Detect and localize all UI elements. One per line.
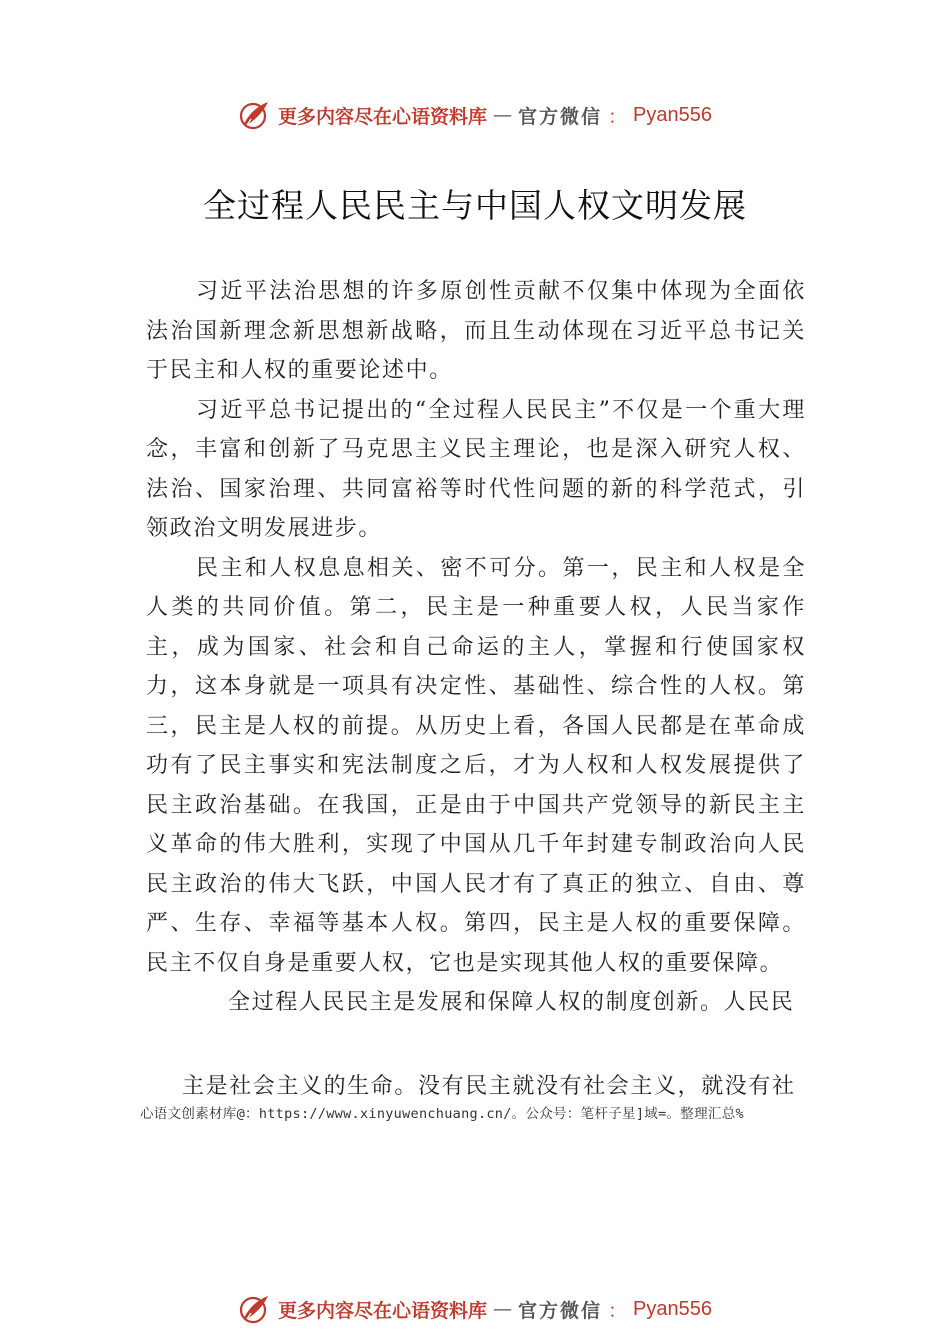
footer-banner [0, 1289, 950, 1329]
banner-separator: ： [608, 105, 628, 128]
banner-library-text: 更多内容尽在心语资料库 [277, 105, 487, 128]
banner-wechat-label: 官方微信 [518, 1299, 603, 1322]
paragraph-4-continued: 主是社会主义的生命。没有民主就没有社会主义，就没有社 [182, 1074, 796, 1099]
banner-dash: — [493, 104, 512, 126]
banner-dash: — [493, 1298, 512, 1320]
paragraph-4: 全过程人民民主是发展和保障人权的制度创新。人民民 [228, 990, 795, 1015]
paragraph-1: 习近平法治思想的许多原创性贡献不仅集中体现为全面依法治国新理念新思想新战略，而且生动体现在习近平总书记关于民主和人权的重要论述中。 [146, 279, 806, 383]
paragraph-2: 习近平总书记提出的“全过程人民民主”不仅是一个重大理念，丰富和创新了马克思主义民主理论，也是深入研究人权、法治、国家治理、共同富裕等时代性问题的新的科学范式，引领政治文明发展进步。 [146, 397, 806, 541]
banner-separator: ： [608, 1299, 628, 1322]
document-body [146, 272, 806, 1023]
quill-logo-icon [238, 1292, 272, 1326]
banner-wechat-label: 官方微信 [518, 105, 603, 128]
banner-library-text: 更多内容尽在心语资料库 [277, 1299, 487, 1322]
banner-account: Pyan556 [633, 1297, 712, 1320]
banner-account: Pyan556 [633, 103, 712, 126]
header-banner [0, 95, 950, 135]
document-title: 全过程人民民主与中国人权文明发展 [203, 186, 747, 225]
quill-logo-icon [238, 98, 272, 132]
paragraph-3: 民主和人权息息相关、密不可分。第一，民主和人权是全人类的共同价值。第二，民主是一种重要人权，人民当家作主，成为国家、社会和自己命运的主人，掌握和行使国家权力，这本身就是一项具有决定性、基础性、综合性的人权。第三，民主是人权的前提。从历史上看，各国人民都是在革命成功有了民主事实和宪法制度之后，才为人权和人权发展提供了民主政治基础。在我国，正是由于中国共产党领导的新民主主义革命的伟大胜利，实现了中国从几千年封建专制政治向人民民主政治的伟大飞跃，中国人民才有了真正的独立、自由、尊严、生存、幸福等基本人权。第四，民主是人权的重要保障。民主不仅自身是重要人权，它也是实现其他人权的重要保障。 [146, 555, 806, 976]
footer-source-note: 心语文创素材库@：https://www.xinyuwenchuang.cn/。公众号：笔杆子星]域=。整理汇总% [140, 1106, 744, 1122]
